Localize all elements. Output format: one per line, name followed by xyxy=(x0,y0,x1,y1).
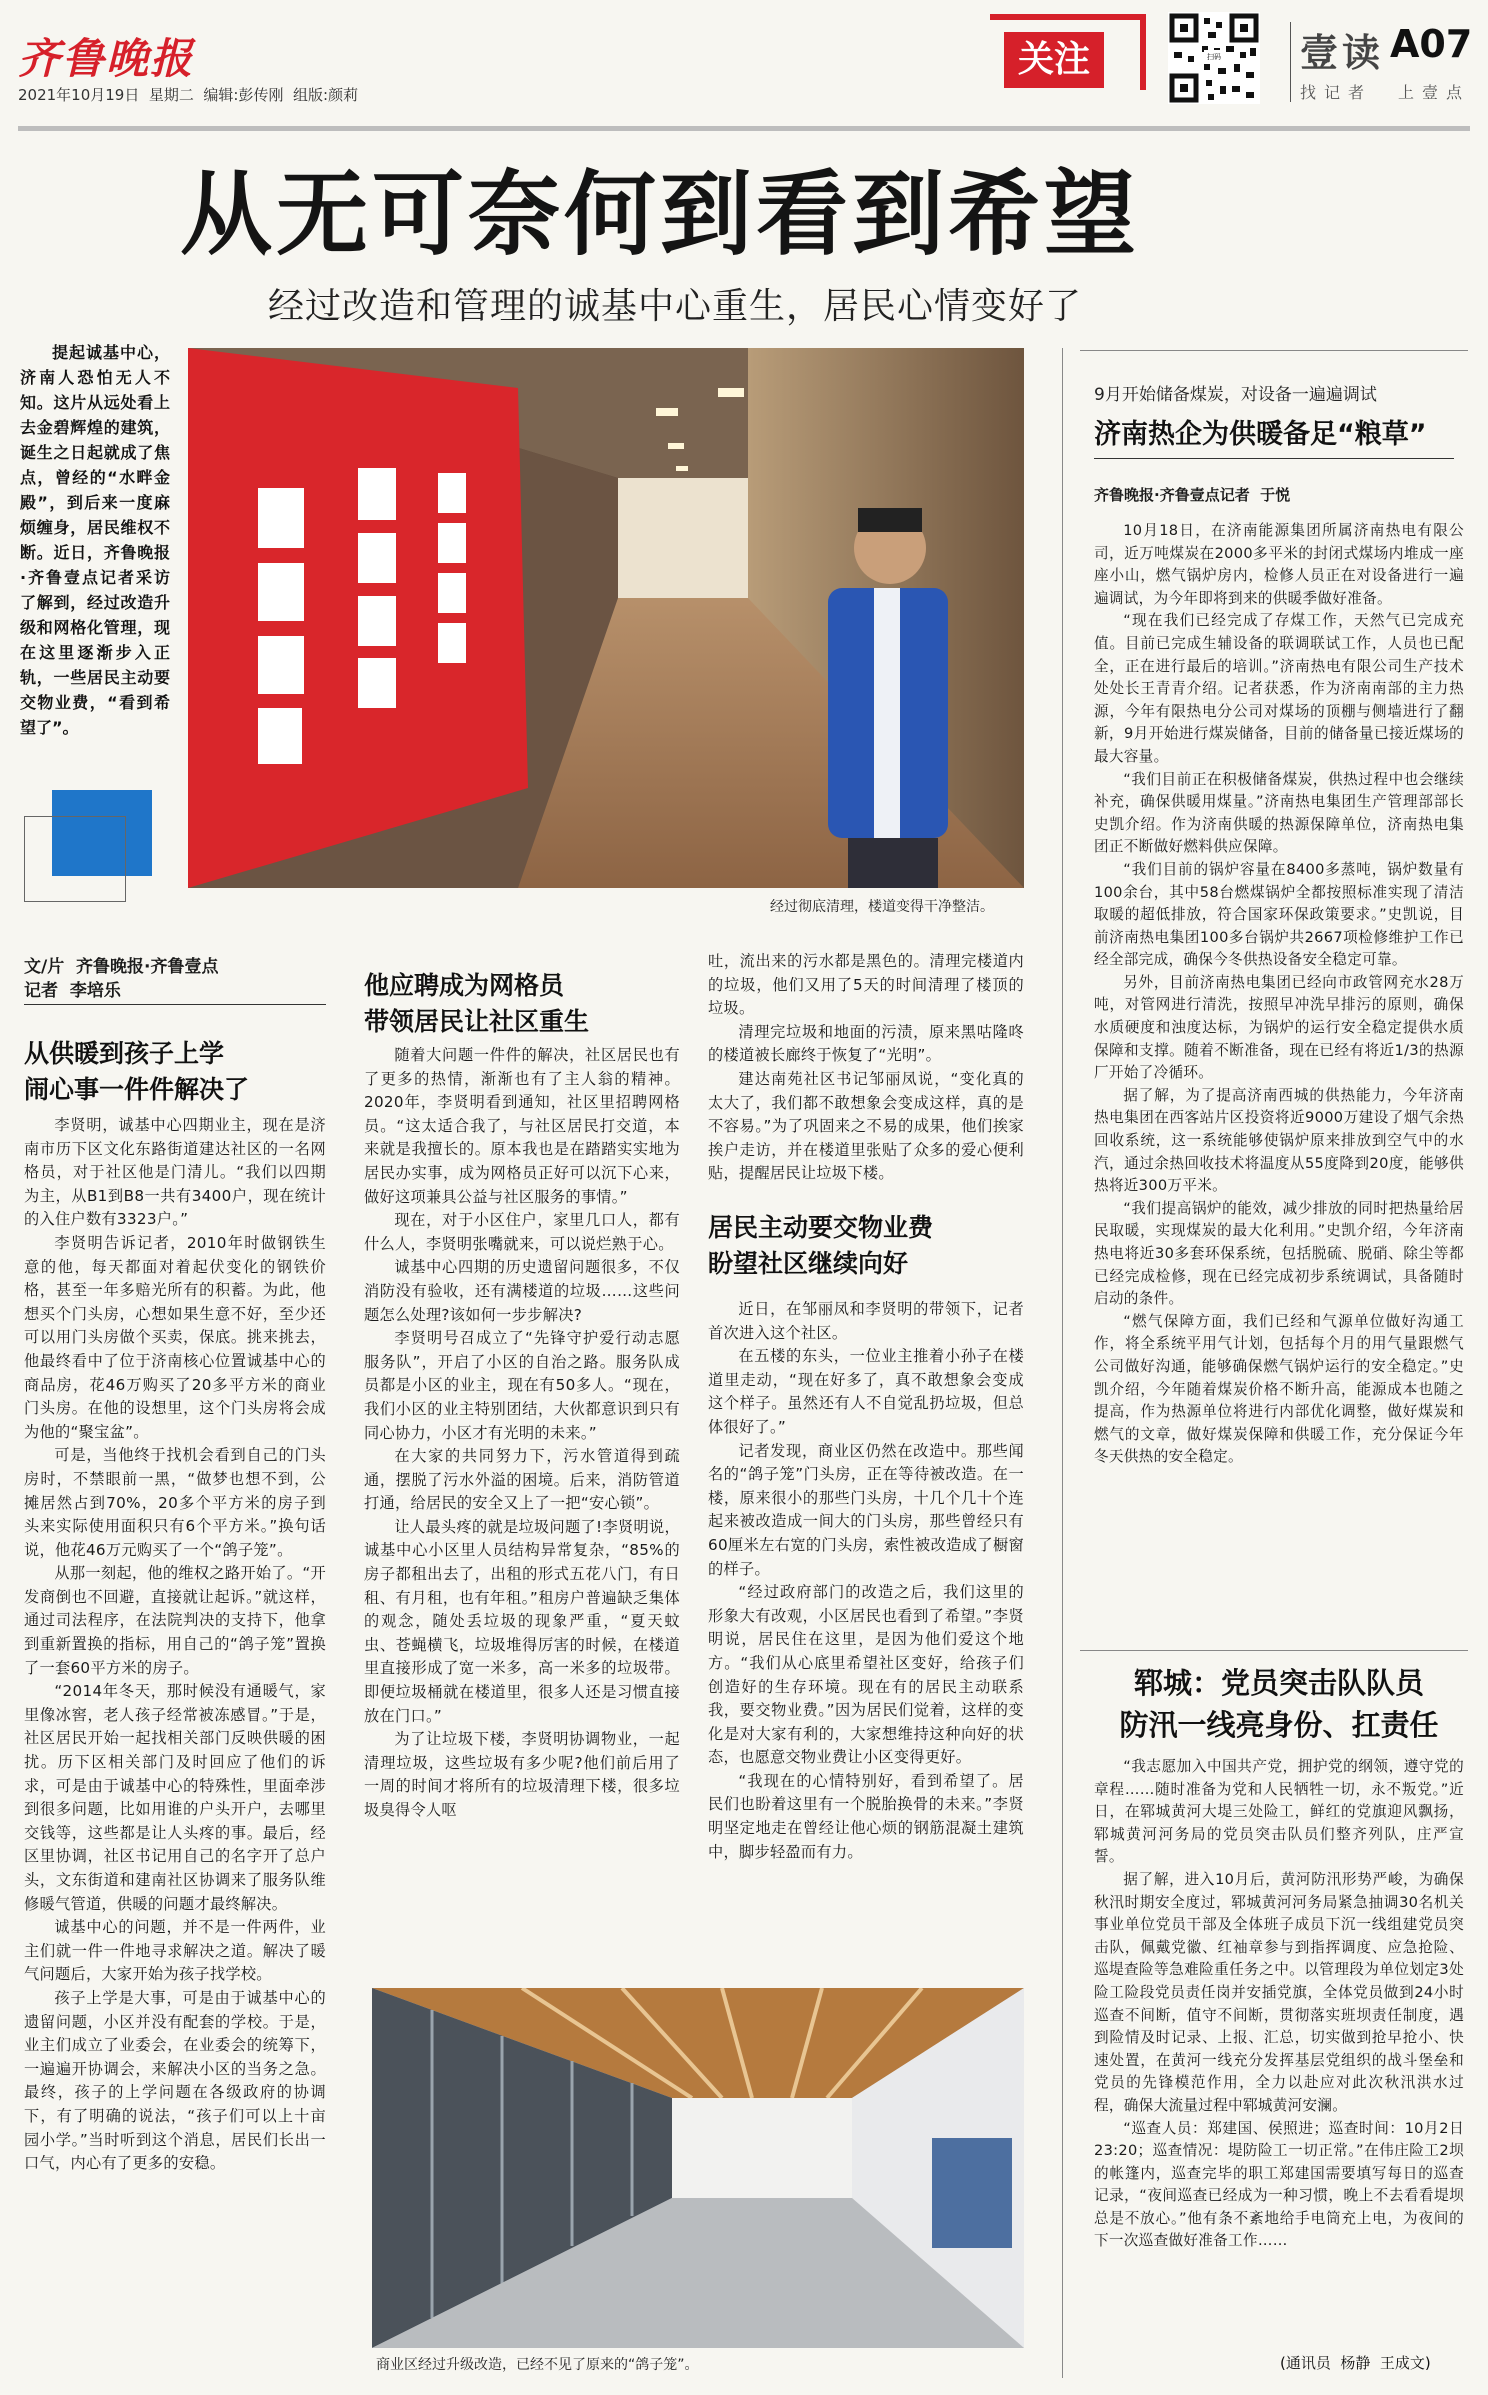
col3-para: 建达南苑社区书记邹丽凤说，“变化真的太大了，我们都不敢想象会变成这样，真的是不容易。”为了巩固来之不易的成果，他们挨家挨户走访，并在楼道里张贴了众多的爱心便利贴，提醒居民让垃圾下楼。 xyxy=(708,1069,1024,1182)
find-reporter-label: 找记者 xyxy=(1300,83,1373,102)
heating-para: “我们提高锅炉的能效，减少排放的同时把热量给居民取暖，实现煤炭的最大化利用。”史凯介绍，今年济南热电将近30多套环保系统，包括脱硫、脱硝、除尘等都已经完成检修，现在已经完成初步系统调试，具备随时启动的条件。 xyxy=(1094,1199,1464,1308)
col3-para: 记者发现，商业区仍然在改造中。那些闻名的“鸽子笼”门头房，正在等待被改造。在一楼，原来很小的那些门头房，十几个几十个连起来被改造成一间大的门头房，那些曾经只有60厘米左右宽的门头房，索性被改造成了橱窗的样子。 xyxy=(708,1441,1024,1578)
lead-paragraph xyxy=(20,340,170,780)
col1-para: “2014年冬天，那时候没有通暖气，家里像冰窖，老人孩子经常被冻感冒。”于是，社区居民开始一起找相关部门反映供暖的困扰。历下区相关部门及时回应了他们的诉求，可是由于诚基中心的特殊性，里面牵涉到很多问题，比如用谁的户头开户，去哪里交钱等，这些都是让人头疼的事。最后，经区里协调，社区书记用自己的名字开了总户头，文东街道和建南社区协调来了服务队维修暖气管道，供暖的问题才最终解决。 xyxy=(24,1682,326,1913)
corridor-photo xyxy=(188,348,1024,888)
photo1-caption: 经过彻底清理，楼道变得干净整洁。 xyxy=(770,899,994,915)
heating-para: “现在我们已经完成了存煤工作，天然气已完成充值。目前已完成生辅设备的联调联试工作，人员也已配全，正在进行最后的培训。”济南热电有限公司生产技术处处长王青青介绍。记者获悉，作为济南南部的主力热源，今年有限热电分公司对煤场的顶棚与侧墙进行了翻新，9月开始进行煤炭储备，目前的储备量已接近煤场的最大容量。 xyxy=(1094,612,1464,765)
qr-label: 扫码 xyxy=(1207,53,1221,61)
page-number: A07 xyxy=(1390,22,1473,66)
qr-code-icon[interactable] xyxy=(1168,12,1260,104)
flood-para: “巡查人员：郑建国、侯照进；巡查时间：10月2日23:20；巡查情况：堤防险工一切正常。”在伟庄险工2坝的帐篷内，巡查完毕的职工郑建国需要填写每日的巡查记录，“夜间巡查已经成为一种习惯，晚上不去看看堤坝总是不放心。”他有条不紊地给手电筒充上电，为夜间的下一次巡查做好准备工作…… xyxy=(1094,2119,1464,2250)
heating-para: 另外，目前济南热电集团已经向市政管网充水28万吨，对管网进行清洗，按照早冲洗早排污的原则，确保水质硬度和浊度达标，为锅炉的运行安全稳定提供水质保障和支撑。随着不断准备，现在已经有将近1/3的热源厂开始了冷循环。 xyxy=(1094,973,1464,1082)
flood-credit: (通讯员 杨静 王成文) xyxy=(1280,2354,1431,2372)
photo-banner-text xyxy=(248,418,304,419)
col3-para: 清理完垃圾和地面的污渍，原来黑咕隆咚的楼道被长廊终于恢复了“光明”。 xyxy=(708,1022,1024,1065)
col2-para: 诚基中心四期的历史遗留问题很多，不仅消防没有验收，还有满楼道的垃圾……这些问题怎么处理?该如何一步步解决? xyxy=(364,1258,680,1324)
col2-para: 李贤明号召成立了“先锋守护爱行动志愿服务队”，开启了小区的自治之路。服务队成员都是小区的业主，现在有50多人。“现在，我们小区的业主特别团结，大伙都意识到只有同心协力，小区才有光明的未来。” xyxy=(364,1329,680,1442)
flood-article xyxy=(1094,1756,1464,2344)
newspaper-logo: 齐鲁晚报 xyxy=(18,34,195,83)
col3-para: 在五楼的东头，一位业主推着小孙子在楼道里走动，“现在好多了，真不敢想象会变成这个样子。虽然还有人不自觉乱扔垃圾，但总体很好了。” xyxy=(708,1347,1024,1436)
heating-para: 10月18日，在济南能源集团所属济南热电有限公司，近万吨煤炭在2000多平米的封闭式煤场内堆成一座座小山，燃气锅炉房内，检修人员正在对设备进行一遍遍调试，为今年即将到来的供暖季做好准备。 xyxy=(1094,522,1464,607)
col1-para: 可是，当他终于找机会看到自己的门头房时，不禁眼前一黑，“做梦也想不到，公摊居然占到70%，20多个平方米的房子到头来实际使用面积只有6个平方米。”换句话说，他花46万元购买了一个“鸽子笼”。 xyxy=(24,1446,326,1559)
heating-para: “我们目前的锅炉容量在8400多蒸吨，锅炉数量有100余台，其中58台燃煤锅炉全都按照标准实现了清洁取暖的超低排放，符合国家环保政策要求。”史凯说，目前济南热电集团100多台锅炉共2667项检修维护工作已经全部完成，确保今冬供热设备安全稳定可靠。 xyxy=(1094,860,1464,969)
article-column-3b xyxy=(708,1298,1024,1960)
col3-para: 近日，在邹丽凤和李贤明的带领下，记者首次进入这个社区。 xyxy=(708,1300,1024,1342)
flood-para: “我志愿加入中国共产党，拥护党的纲领，遵守党的章程……随时准备为党和人民牺牲一切，永不叛党。”近日，在郓城黄河大堤三处险工，鲜红的党旗迎风飘扬，郓城黄河河务局的党员突击队员们整齐列队，庄严宣誓。 xyxy=(1094,1758,1464,1866)
photo2-caption: 商业区经过升级改造，已经不见了原来的“鸽子笼”。 xyxy=(376,2357,699,2373)
col3-para: “经过政府部门的改造之后，我们这里的形象大有改观，小区居民也看到了希望。”李贤明说，居民住在这里，是因为他们爱这个地方。“我们从心底里希望社区变好，给孩子们创造好的生存环境。现在有的居民主动联系我，要交物业费。”因为居民们觉着，这样的变化是对大家有利的，大家想维持这种向好的状态，也愿意交物业费让小区变得更好。 xyxy=(708,1583,1024,1767)
follow-label: 关注 xyxy=(1017,39,1090,80)
right-column-divider xyxy=(1062,348,1063,2378)
col1-para: 孩子上学是大事，可是由于诚基中心的遗留问题，小区并没有配套的学校。于是，业主们成立了业委会，在业委会的统筹下，一遍遍开协调会，来解决小区的当务之急。最终，孩子的上学问题在各级政府的协调下，有了明确的说法，“孩子们可以上十亩园小学。”当时听到这个消息，居民们长出一口气，内心有了更多的安稳。 xyxy=(24,1988,326,2173)
col2-para: 在大家的共同努力下，污水管道得到疏通，摆脱了污水外溢的困境。后来，消防管道打通，给居民的安全又上了一把“安心锁”。 xyxy=(364,1447,680,1513)
col1-para: 李贤明告诉记者，2010年时做钢铁生意的他，每天都面对着起伏变化的钢铁价格，甚至一年多赔光所有的积蓄。为此，他想买个门头房，心想如果生意不好，至少还可以用门头房做个买卖，保底。挑来挑去，他最终看中了位于济南核心位置诚基中心的商品房，花46万购买了20多平方米的商业门头房。在他的设想里，这个门头房将会成为他的“聚宝盆”。 xyxy=(24,1233,326,1441)
follow-badge[interactable] xyxy=(1004,32,1104,88)
main-subheadline: 经过改造和管理的诚基中心重生，居民心情变好了 xyxy=(268,286,1083,327)
col2-para: 让人最头疼的就是垃圾问题了!李贤明说，诚基中心小区里人员结构异常复杂，“85%的房子都租出去了，出租的形式五花八门，有日租、有月租，也有年租。”租房户普遍缺乏集体的观念，随处丢垃圾的现象严重，“夏天蚊虫、苍蝇横飞，垃圾堆得厉害的时候，在楼道里直接形成了宽一米多，高一米多的垃圾带。即便垃圾桶就在楼道里，很多人还是习惯直接放在门口。” xyxy=(364,1517,680,1725)
heating-kicker: 9月开始储备煤炭，对设备一遍遍调试 xyxy=(1094,385,1377,405)
right-top-rule xyxy=(1080,350,1468,351)
issue-meta: 2021年10月19日 星期二 编辑:彭传刚 组版:颜莉 xyxy=(18,86,359,104)
masthead-rule xyxy=(18,126,1470,131)
article-column-3a xyxy=(708,950,1024,1182)
col1-para: 从那一刻起，他的维权之路开始了。“开发商倒也不回避，直接就让起诉。”就这样，通过司法程序，在法院判决的支持下，他拿到重新置换的指标，用自己的“鸽子笼”置换了一套60平方米的房子。 xyxy=(24,1564,326,1677)
col2-para: 现在，对于小区住户，家里几口人，都有什么人，李贤明张嘴就来，可以说烂熟于心。 xyxy=(364,1211,680,1253)
col3-para: “我现在的心情特别好，看到希望了。居民们也盼着这里有一个脱胎换骨的未来。”李贤明坚定地走在曾经让他心烦的钢筋混凝土建筑中，脚步轻盈而有力。 xyxy=(708,1771,1024,1861)
col1-para: 诚基中心的问题，并不是一件两件，业主们就一件一件地寻求解决之道。解决了暖气问题后，大家开始为孩子找学校。 xyxy=(24,1918,326,1984)
byline-rule xyxy=(24,1004,326,1005)
subhead-3: 居民主动要交物业费 盼望社区继续向好 xyxy=(708,1213,934,1278)
heating-headline: 济南热企为供暖备足“粮草” xyxy=(1094,419,1427,450)
byline-source: 文/片 齐鲁晚报·齐鲁壹点 xyxy=(24,957,219,977)
heating-para: “我们目前正在积极储备煤炭，供热过程中也会继续补充，确保供暖用煤量。”济南热电集团生产管理部部长史凯介绍。作为济南供暖的热源保障单位，济南热电集团正不断做好燃料供应保障。 xyxy=(1094,770,1464,856)
article-column-2 xyxy=(364,1044,680,1968)
right-story-separator xyxy=(1080,1650,1468,1651)
heating-rule xyxy=(1094,458,1454,459)
subhead-2: 他应聘成为网格员 带领居民让社区重生 xyxy=(364,971,590,1036)
col1-para: 李贤明，诚基中心四期业主，现在是济南市历下区文化东路街道建达社区的一名网格员，对于社区他是门清儿。“我们以四期为主，从B1到B8一共有3400户，现在统计的入住户数有3323户。” xyxy=(24,1116,326,1229)
commercial-area-photo xyxy=(372,1988,1024,2348)
heating-byline: 齐鲁晚报·齐鲁壹点记者 于悦 xyxy=(1094,486,1291,504)
flood-para: 据了解，进入10月后，黄河防汛形势严峻，为确保秋汛时期安全度过，郓城黄河河务局紧急抽调30名机关事业单位党员干部及全体班子成员下沉一线组建党员突击队，佩戴党徽、红袖章参与到指挥调度、应急抢险、巡堤查险等急难险重任务之中。以管理段为单位划定3处险工险段党员责任岗并安插党旗，全体党员做到24小时巡查不间断，值守不间断，贯彻落实班坝责任制度，遇到险情及时记录、上报、汇总，切实做到抢早抢小、快速处置，在黄河一线充分发挥基层党组织的战斗堡垒和党员的先锋模范作用，全力以赴应对此次秋汛洪水过程，确保大流量过程中郓城黄河安澜。 xyxy=(1094,1870,1464,2114)
lead-text: 提起诚基中心，济南人恐怕无人不知。这片从远处看上去金碧辉煌的建筑，诞生之日起就成了焦点，曾经的“水畔金殿”，到后来一度麻烦缠身，居民维权不断。近日，齐鲁晚报·齐鲁壹点记者采访了解到，经过改造升级和网格化管理，现在这里逐渐步入正轨，一些居民主动要交物业费，“看到希望了”。 xyxy=(20,343,170,737)
lead-decoration xyxy=(24,790,152,900)
col2-para: 随着大问题一件件的解决，社区居民也有了更多的热情，渐渐也有了主人翁的精神。2020年，李贤明看到通知，社区里招聘网格员。“这太适合我了，与社区居民打交道，本来就是我擅长的。原本我也是在踏踏实实地为居民办实事，成为网格员正好可以沉下心来，做好这项兼具公益与社区服务的事情。” xyxy=(364,1046,680,1206)
section-name: 壹读 xyxy=(1300,31,1385,75)
masthead xyxy=(0,0,1488,130)
subhead-1: 从供暖到孩子上学 闹心事一件件解决了 xyxy=(24,1039,250,1104)
heating-para: “燃气保障方面，我们已经和气源单位做好沟通工作，将全系统平用气计划，包括每个月的用气量跟燃气公司做好沟通，能够确保燃气锅炉运行的安全稳定。”史凯介绍，今年随着煤炭价格不断升高，能源成本也随之提高，作为热源单位将进行内部优化调整，做好煤炭和燃气的文章，做好煤炭保障和供暖工作，充分保证今年冬天供热的安全稳定。 xyxy=(1094,1312,1464,1466)
app-label: 上壹点 xyxy=(1398,83,1471,102)
byline-reporter: 记者 李培乐 xyxy=(24,981,121,1001)
main-headline: 从无可奈何到看到希望 xyxy=(180,161,1141,268)
col3-para: 吐，流出来的污水都是黑色的。清理完楼道内的垃圾，他们又用了5天的时间清理了楼顶的垃圾。 xyxy=(708,952,1024,1018)
heating-para: 据了解，为了提高济南西城的供热能力，今年济南热电集团在西客站片区投资将近9000万建设了烟气余热回收系统，这一系统能够使锅炉原来排放到空气中的水汽，通过余热回收技术将温度从55度降到20度，能够供热将近300万平米。 xyxy=(1094,1086,1464,1195)
flood-headline: 郓城：党员突击队队员 防汛一线亮身份、扛责任 xyxy=(1119,1666,1439,1742)
heating-article xyxy=(1094,520,1464,1640)
col2-para: 为了让垃圾下楼，李贤明协调物业，一起清理垃圾，这些垃圾有多少呢?他们前后用了一周的时间才将所有的垃圾清理下楼，很多垃圾臭得令人呕 xyxy=(364,1730,680,1819)
masthead-divider xyxy=(1290,22,1291,102)
article-column-1 xyxy=(24,1114,326,2378)
